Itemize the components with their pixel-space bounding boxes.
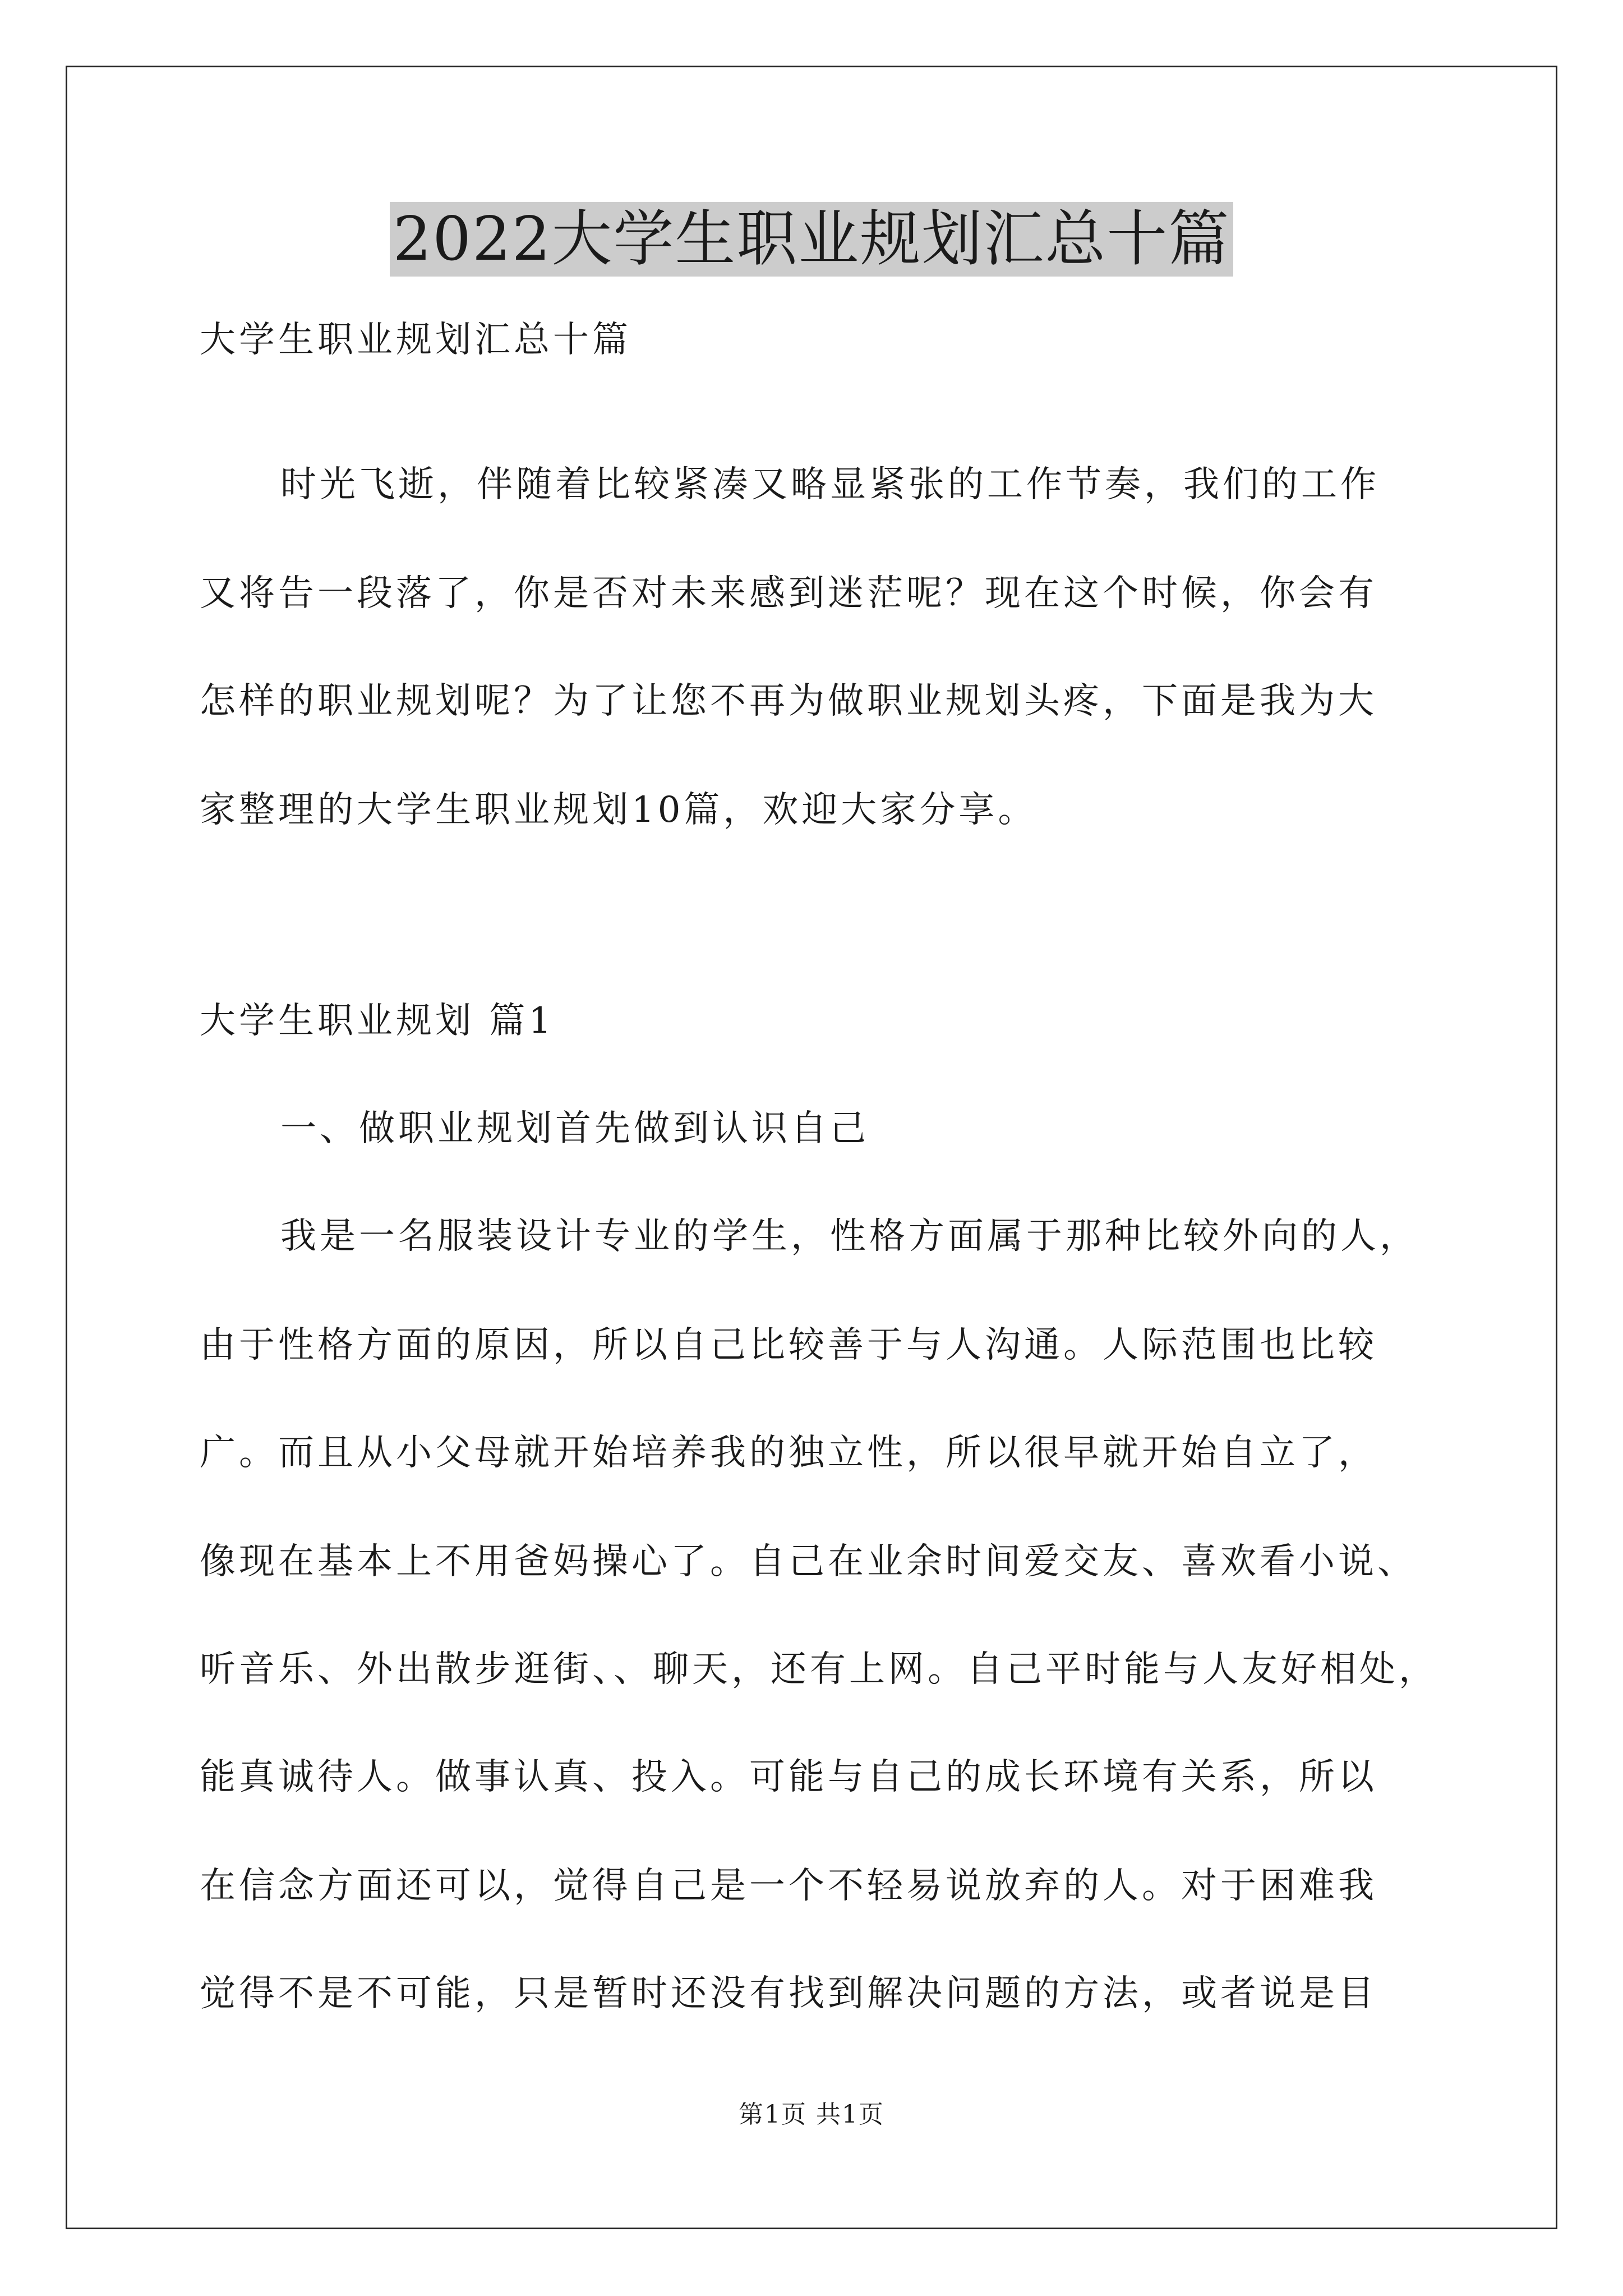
body-line: 觉得不是不可能，只是暂时还没有找到解决问题的方法，或者说是目 xyxy=(200,1973,1377,2014)
body-line: 广。而且从小父母就开始培养我的独立性，所以很早就开始自立了， xyxy=(200,1432,1377,1474)
intro-line: 又将告一段落了，你是否对未来感到迷茫呢？现在这个时候，你会有 xyxy=(200,573,1377,614)
body-line: 像现在基本上不用爸妈操心了。自己在业余时间爱交友、喜欢看小说、 xyxy=(200,1541,1417,1582)
intro-line: 时光飞逝，伴随着比较紧凑又略显紧张的工作节奏，我们的工作 xyxy=(280,464,1380,505)
body-line: 我是一名服装设计专业的学生，性格方面属于那种比较外向的人， xyxy=(280,1216,1419,1257)
body-line: 听音乐、外出散步逛街、、聊天，还有上网。自己平时能与人友好相处， xyxy=(200,1649,1438,1690)
subtitle: 大学生职业规划汇总十篇 xyxy=(200,319,631,361)
document-title xyxy=(0,200,1623,279)
section-heading: 大学生职业规划 篇1 xyxy=(200,1000,555,1042)
body-line: 由于性格方面的原因，所以自己比较善于与人沟通。人际范围也比较 xyxy=(200,1324,1377,1366)
page-footer: 第1页 共1页 xyxy=(739,2100,884,2129)
body-line: 能真诚待人。做事认真、投入。可能与自己的成长环境有关系，所以 xyxy=(200,1756,1377,1798)
point-heading: 一、做职业规划首先做到认识自己 xyxy=(280,1108,869,1149)
intro-line: 家整理的大学生职业规划10篇，欢迎大家分享。 xyxy=(200,789,1038,831)
body-line: 在信念方面还可以，觉得自己是一个不轻易说放弃的人。对于困难我 xyxy=(200,1865,1377,1907)
document-title-text: 2022大学生职业规划汇总十篇 xyxy=(390,202,1234,277)
intro-line: 怎样的职业规划呢？为了让您不再为做职业规划头疼，下面是我为大 xyxy=(200,680,1377,722)
